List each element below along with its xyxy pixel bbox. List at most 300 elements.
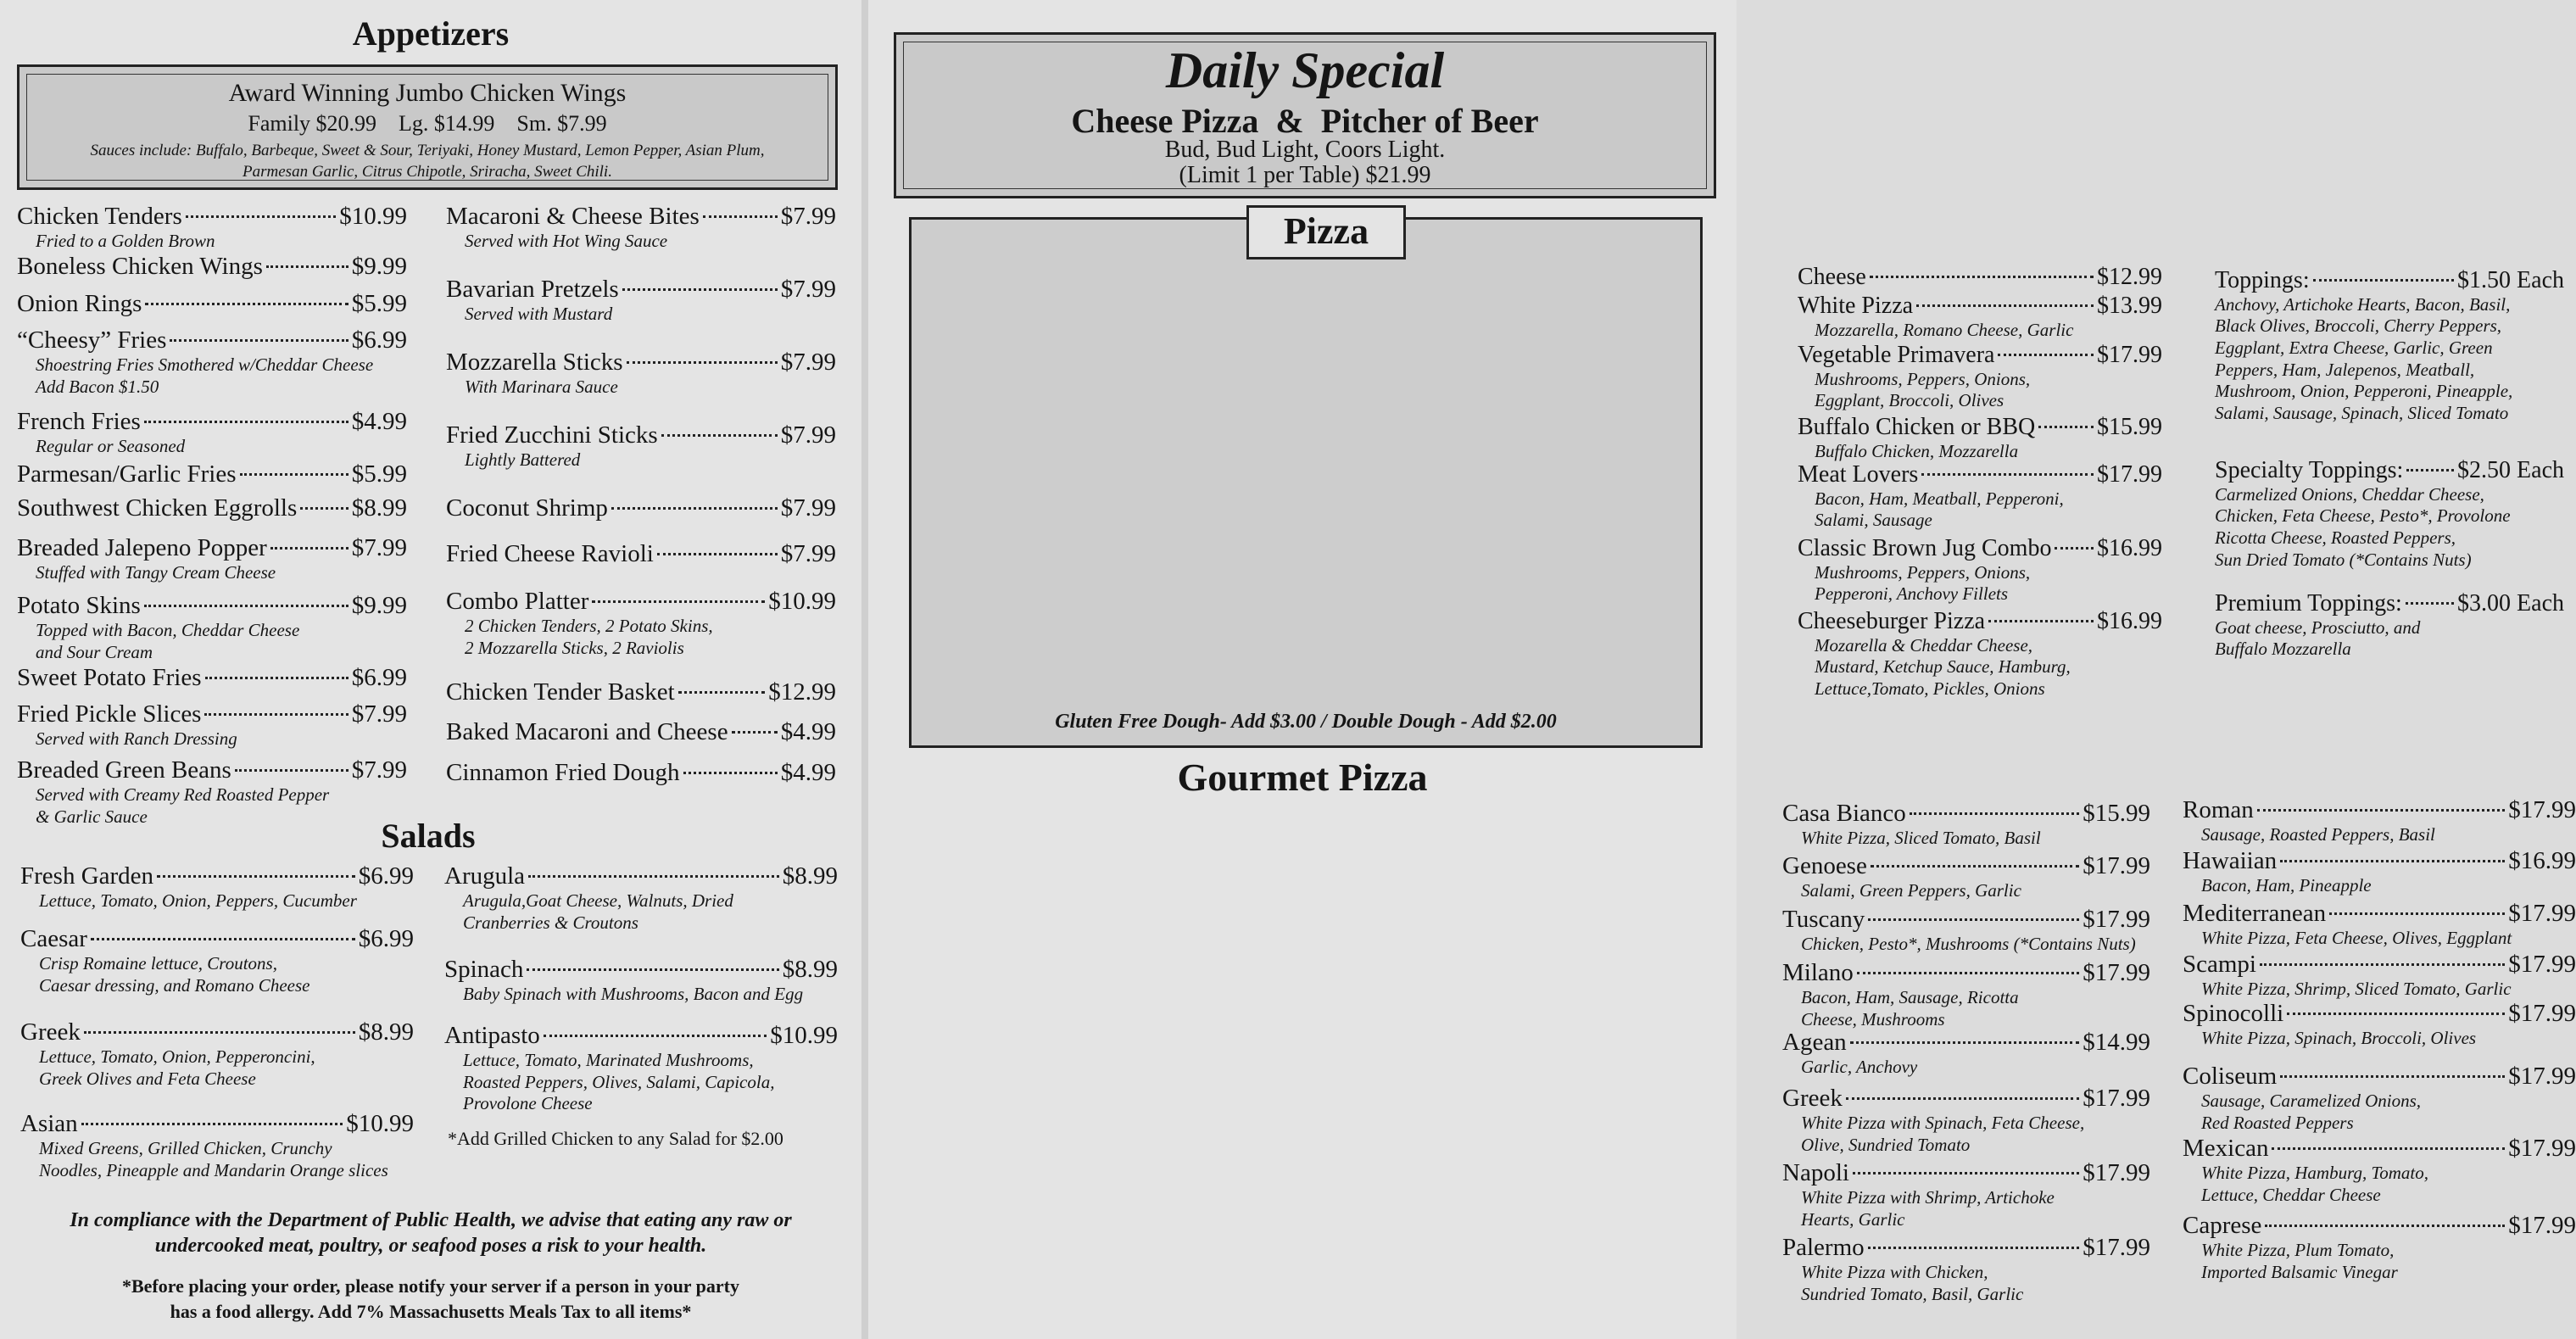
item-name: Classic Brown Jug Combo bbox=[1798, 535, 2052, 561]
wings-prices: Family $20.99 Lg. $14.99 Sm. $7.99 bbox=[248, 111, 607, 136]
allergy-note-line-1: *Before placing your order, please notify your server if a person in your party bbox=[121, 1275, 739, 1297]
item-description: White Pizza, Spinach, Broccoli, Olives bbox=[2201, 1027, 2477, 1048]
health-warning-line-1: In compliance with the Department of Public Health, we advise that eating any raw or bbox=[70, 1209, 792, 1231]
wings-sauces-2: Parmesan Garlic, Citrus Chipotle, Sriracha, Sweet Chili. bbox=[243, 163, 612, 181]
item-description: White Pizza with Shrimp, Artichoke bbox=[1801, 1186, 2055, 1208]
item-description: Pepperoni, Anchovy Fillets bbox=[1815, 583, 2009, 605]
item-price: $8.99 bbox=[351, 494, 407, 522]
item-description: Salami, Sausage, Spinach, Sliced Tomato bbox=[2215, 402, 2509, 423]
item-description: Baby Spinach with Mushrooms, Bacon and Egg bbox=[463, 983, 804, 1004]
item-name: Boneless Chicken Wings bbox=[17, 253, 263, 280]
item-description: Lettuce, Tomato, Onion, Peppers, Cucumber bbox=[39, 890, 357, 911]
item-name: Spinocolli bbox=[2183, 1000, 2284, 1027]
item-name: Fresh Garden bbox=[20, 862, 154, 890]
item-description: White Pizza with Chicken, bbox=[1801, 1261, 1988, 1282]
dot-leader bbox=[145, 303, 348, 305]
item-description: White Pizza, Sliced Tomato, Basil bbox=[1801, 827, 2041, 848]
item-description: Mozarella & Cheddar Cheese, bbox=[1815, 634, 2033, 656]
item-name: Onion Rings bbox=[17, 290, 142, 317]
appetizer-item-fried-zucchini-sticks bbox=[446, 422, 836, 471]
item-name: Scampi bbox=[2183, 951, 2256, 978]
salad-chicken-note: *Add Grilled Chicken to any Salad for $2.00 bbox=[448, 1128, 783, 1149]
item-description: Served with Creamy Red Roasted Pepper bbox=[36, 784, 330, 805]
salad-item-fresh-garden bbox=[20, 863, 414, 912]
item-name: Caesar bbox=[20, 925, 87, 952]
allergy-note-line-2: has a food allergy. Add 7% Massachusetts Meals Tax to all items* bbox=[170, 1301, 692, 1322]
salad-item-spinach bbox=[444, 957, 838, 1006]
item-description: Anchovy, Artichoke Hearts, Bacon, Basil, bbox=[2215, 293, 2511, 315]
item-name: Bavarian Pretzels bbox=[446, 276, 619, 303]
item-name: Breaded Jalepeno Popper bbox=[17, 534, 267, 561]
item-name: Potato Skins bbox=[17, 592, 141, 619]
item-name: Coconut Shrimp bbox=[446, 494, 608, 522]
item-price: $17.99 bbox=[2097, 461, 2162, 488]
item-price: $17.99 bbox=[2508, 1212, 2576, 1239]
item-name: Mozzarella Sticks bbox=[446, 349, 623, 376]
item-price: $5.99 bbox=[351, 460, 407, 488]
item-description: Garlic, Anchovy bbox=[1801, 1056, 1918, 1077]
dot-leader bbox=[205, 677, 348, 679]
item-price: $10.99 bbox=[346, 1110, 414, 1137]
item-description: Black Olives, Broccoli, Cherry Peppers, bbox=[2215, 315, 2502, 337]
salads-heading: Salads bbox=[381, 817, 476, 855]
item-price: $17.99 bbox=[2083, 959, 2150, 986]
item-price: $16.99 bbox=[2097, 608, 2162, 634]
dot-leader bbox=[1916, 304, 2094, 307]
dot-leader bbox=[2280, 1075, 2505, 1078]
item-description: Lettuce, Tomato, Onion, Pepperoncini, bbox=[39, 1046, 315, 1067]
gourmet-item-agean bbox=[1782, 1029, 2150, 1079]
salad-item-greek bbox=[20, 1019, 414, 1090]
item-description: Olive, Sundried Tomato bbox=[1801, 1134, 1971, 1155]
item-price: $7.99 bbox=[351, 756, 407, 784]
dot-leader bbox=[144, 605, 348, 607]
pizza-item-buffalo-chicken-or-bbq bbox=[1798, 415, 2162, 462]
item-description: Sausage, Caramelized Onions, bbox=[2201, 1090, 2421, 1111]
item-price: $7.99 bbox=[780, 203, 836, 230]
item-description: Buffalo Chicken, Mozzarella bbox=[1815, 440, 2019, 461]
dot-leader bbox=[1868, 1247, 2080, 1249]
item-price: $7.99 bbox=[351, 700, 407, 728]
item-description: Bacon, Ham, Meatball, Pepperoni, bbox=[1815, 488, 2064, 509]
item-description: White Pizza with Spinach, Feta Cheese, bbox=[1801, 1112, 2085, 1133]
item-price: $7.99 bbox=[780, 540, 836, 567]
gourmet-item-roman bbox=[2183, 797, 2576, 846]
item-name: Combo Platter bbox=[446, 588, 589, 615]
item-description: Lightly Battered bbox=[465, 449, 581, 470]
item-description: Served with Mustard bbox=[465, 303, 613, 324]
daily-special-offer: Cheese Pizza & Pitcher of Beer bbox=[1071, 102, 1539, 140]
item-description: Sausage, Roasted Peppers, Basil bbox=[2201, 823, 2435, 845]
item-name: Mediterranean bbox=[2183, 900, 2327, 927]
item-price: $17.99 bbox=[2508, 1135, 2576, 1162]
item-description: & Garlic Sauce bbox=[36, 806, 148, 827]
appetizer-item-french-fries bbox=[17, 409, 407, 458]
item-price: $10.99 bbox=[339, 203, 407, 230]
appetizer-item-chicken-tenders bbox=[17, 204, 407, 253]
right-page bbox=[868, 0, 2576, 1339]
item-description: Mixed Greens, Grilled Chicken, Crunchy bbox=[39, 1137, 332, 1158]
item-name: Cinnamon Fried Dough bbox=[446, 759, 680, 786]
left-page bbox=[0, 0, 861, 1339]
item-name: Fried Zucchini Sticks bbox=[446, 421, 658, 449]
dot-leader bbox=[703, 215, 778, 218]
appetizer-item-coconut-shrimp bbox=[446, 495, 836, 522]
appetizer-item-combo-platter bbox=[446, 589, 836, 659]
pizza-box bbox=[909, 217, 1703, 748]
item-description: Cheese, Mushrooms bbox=[1801, 1008, 1945, 1029]
dot-leader bbox=[2265, 1225, 2505, 1227]
dot-leader bbox=[157, 875, 355, 878]
pizza-item-cheeseburger-pizza bbox=[1798, 609, 2162, 700]
item-name: Milano bbox=[1782, 959, 1854, 986]
item-price: $4.99 bbox=[780, 759, 836, 786]
dot-leader bbox=[1998, 354, 2094, 356]
item-name: Specialty Toppings: bbox=[2215, 457, 2404, 483]
item-description: White Pizza, Shrimp, Sliced Tomato, Garlic bbox=[2201, 978, 2512, 999]
appetizer-item-boneless-chicken-wings bbox=[17, 254, 407, 281]
item-description: Bacon, Ham, Sausage, Ricotta bbox=[1801, 986, 2019, 1007]
item-price: $17.99 bbox=[2083, 1085, 2150, 1112]
item-description: Greek Olives and Feta Cheese bbox=[39, 1068, 256, 1089]
pizza-item-white-pizza bbox=[1798, 293, 2162, 341]
dot-leader bbox=[270, 547, 348, 550]
item-name: Agean bbox=[1782, 1029, 1847, 1056]
item-price: $17.99 bbox=[2097, 342, 2162, 368]
item-name: Parmesan/Garlic Fries bbox=[17, 460, 237, 488]
item-price: $10.99 bbox=[770, 1022, 838, 1049]
item-description: Goat cheese, Prosciutto, and bbox=[2215, 616, 2421, 638]
dot-leader bbox=[266, 265, 348, 268]
item-name: Greek bbox=[20, 1018, 81, 1046]
dot-leader bbox=[91, 938, 355, 940]
item-name: Asian bbox=[20, 1110, 78, 1137]
item-name: Caprese bbox=[2183, 1212, 2262, 1239]
item-description: Fried to a Golden Brown bbox=[36, 230, 215, 251]
item-description: Salami, Green Peppers, Garlic bbox=[1801, 879, 2021, 901]
item-price: $17.99 bbox=[2508, 951, 2576, 978]
item-price: $7.99 bbox=[780, 276, 836, 303]
appetizer-item-macaroni-cheese-bites bbox=[446, 204, 836, 253]
appetizer-item-chicken-tender-basket bbox=[446, 679, 836, 706]
item-price: $4.99 bbox=[351, 408, 407, 435]
item-name: Chicken Tenders bbox=[17, 203, 182, 230]
item-price: $17.99 bbox=[2083, 1234, 2150, 1261]
dot-leader bbox=[1871, 865, 2079, 868]
item-description: Eggplant, Broccoli, Olives bbox=[1815, 390, 2004, 411]
topping-item-premium-toppings bbox=[2215, 591, 2564, 661]
gourmet-item-tuscany bbox=[1782, 907, 2150, 956]
item-price: $17.99 bbox=[2083, 852, 2150, 879]
item-name: Sweet Potato Fries bbox=[17, 664, 202, 691]
item-description: Eggplant, Extra Cheese, Garlic, Green bbox=[2215, 338, 2493, 359]
item-price: $6.99 bbox=[351, 664, 407, 691]
dot-leader bbox=[661, 434, 778, 437]
dot-leader bbox=[170, 339, 348, 342]
item-name: Chicken Tender Basket bbox=[446, 678, 675, 706]
dot-leader bbox=[1910, 812, 2079, 815]
dot-leader bbox=[2329, 912, 2505, 915]
dot-leader bbox=[544, 1035, 767, 1037]
dot-leader bbox=[2257, 809, 2505, 812]
item-description: White Pizza, Plum Tomato, bbox=[2201, 1239, 2395, 1260]
dot-leader bbox=[528, 875, 779, 878]
item-description: 2 Chicken Tenders, 2 Potato Skins, bbox=[465, 615, 713, 636]
item-description: Roasted Peppers, Olives, Salami, Capicola, bbox=[463, 1071, 775, 1092]
dot-leader bbox=[235, 769, 348, 772]
item-price: $3.00 Each bbox=[2457, 590, 2564, 616]
dot-leader bbox=[2272, 1147, 2505, 1150]
item-description: With Marinara Sauce bbox=[465, 376, 618, 397]
pizza-heading: Pizza bbox=[1283, 210, 1369, 252]
item-name: Fried Pickle Slices bbox=[17, 700, 202, 728]
item-name: Spinach bbox=[444, 956, 524, 983]
item-name: Macaroni & Cheese Bites bbox=[446, 203, 700, 230]
item-name: Breaded Green Beans bbox=[17, 756, 231, 784]
dot-leader bbox=[2055, 547, 2094, 550]
topping-item-specialty-toppings bbox=[2215, 458, 2564, 571]
item-price: $12.99 bbox=[768, 678, 836, 706]
item-price: $17.99 bbox=[2508, 796, 2576, 823]
dot-leader bbox=[627, 361, 778, 364]
daily-special-limit: (Limit 1 per Table) $21.99 bbox=[1179, 162, 1431, 188]
dot-leader bbox=[2280, 860, 2505, 862]
item-price: $16.99 bbox=[2097, 535, 2162, 561]
item-description: Lettuce,Tomato, Pickles, Onions bbox=[1815, 678, 2045, 700]
item-name: Genoese bbox=[1782, 852, 1867, 879]
item-name: Hawaiian bbox=[2183, 847, 2278, 874]
appetizer-item-parmesan-garlic-fries bbox=[17, 461, 407, 488]
item-price: $8.99 bbox=[782, 862, 838, 890]
appetizer-item-fried-cheese-ravioli bbox=[446, 541, 836, 568]
item-description: Crisp Romaine lettuce, Croutons, bbox=[39, 952, 277, 974]
item-description: Topped with Bacon, Cheddar Cheese bbox=[36, 619, 300, 640]
daily-special-beers: Bud, Bud Light, Coors Light. bbox=[1164, 137, 1446, 163]
gourmet-item-mexican bbox=[2183, 1135, 2576, 1206]
item-description: Carmelized Onions, Cheddar Cheese, bbox=[2215, 483, 2484, 505]
item-name: Antipasto bbox=[444, 1022, 540, 1049]
item-name: Fried Cheese Ravioli bbox=[446, 540, 654, 567]
dot-leader bbox=[144, 421, 348, 423]
item-price: $8.99 bbox=[782, 956, 838, 983]
item-name: Cheeseburger Pizza bbox=[1798, 608, 1986, 634]
item-description: and Sour Cream bbox=[36, 641, 153, 662]
item-name: Buffalo Chicken or BBQ bbox=[1798, 414, 2036, 440]
dot-leader bbox=[683, 772, 778, 774]
item-name: Palermo bbox=[1782, 1234, 1865, 1261]
item-description: Add Bacon $1.50 bbox=[36, 376, 159, 397]
item-price: $17.99 bbox=[2508, 900, 2576, 927]
item-description: Chicken, Pesto*, Mushrooms (*Contains Nuts) bbox=[1801, 933, 2136, 954]
appetizer-item-fried-pickle-slices bbox=[17, 701, 407, 750]
item-name: Premium Toppings: bbox=[2215, 590, 2402, 616]
item-price: $16.99 bbox=[2508, 847, 2576, 874]
dot-leader bbox=[300, 507, 348, 510]
gourmet-item-casa-bianco bbox=[1782, 801, 2150, 850]
item-description: Stuffed with Tangy Cream Cheese bbox=[36, 561, 276, 583]
item-price: $9.99 bbox=[351, 592, 407, 619]
gourmet-item-coliseum bbox=[2183, 1063, 2576, 1134]
item-name: Toppings: bbox=[2215, 267, 2310, 293]
dot-leader bbox=[1868, 918, 2079, 921]
wings-sauces-1: Sauces include: Buffalo, Barbeque, Sweet & Sour, Teriyaki, Honey Mustard, Lemon Pepper, Asian Plum, bbox=[90, 142, 765, 159]
gourmet-item-hawaiian bbox=[2183, 848, 2576, 897]
appetizer-item-sweet-potato-fries bbox=[17, 665, 407, 692]
item-price: $1.50 Each bbox=[2457, 267, 2564, 293]
dot-leader bbox=[2260, 963, 2505, 966]
item-price: $15.99 bbox=[2097, 414, 2162, 440]
item-price: $9.99 bbox=[351, 253, 407, 280]
item-price: $14.99 bbox=[2083, 1029, 2150, 1056]
item-description: Sun Dried Tomato (*Contains Nuts) bbox=[2215, 549, 2472, 570]
appetizer-item-baked-macaroni-and-cheese bbox=[446, 719, 836, 746]
item-description: Red Roasted Peppers bbox=[2201, 1112, 2354, 1133]
item-price: $17.99 bbox=[2083, 1159, 2150, 1186]
dot-leader bbox=[1870, 276, 2094, 278]
dot-leader bbox=[1850, 1041, 2080, 1044]
wings-title: Award Winning Jumbo Chicken Wings bbox=[228, 79, 627, 107]
item-description: Mustard, Ketchup Sauce, Hamburg, bbox=[1815, 656, 2071, 678]
item-description: Provolone Cheese bbox=[463, 1093, 593, 1114]
item-price: $17.99 bbox=[2508, 1000, 2576, 1027]
salad-item-caesar bbox=[20, 926, 414, 996]
topping-item-toppings bbox=[2215, 268, 2564, 424]
dot-leader bbox=[1921, 473, 2094, 476]
gourmet-item-caprese bbox=[2183, 1213, 2576, 1283]
dot-leader bbox=[2313, 279, 2454, 282]
dot-leader bbox=[611, 507, 778, 510]
item-description: Served with Ranch Dressing bbox=[36, 728, 237, 749]
appetizer-item-cinnamon-fried-dough bbox=[446, 760, 836, 787]
item-price: $5.99 bbox=[351, 290, 407, 317]
salad-item-asian bbox=[20, 1111, 414, 1181]
dot-leader bbox=[1846, 1097, 2079, 1100]
dot-leader bbox=[240, 473, 348, 476]
gourmet-item-greek bbox=[1782, 1085, 2150, 1156]
item-price: $17.99 bbox=[2083, 906, 2150, 933]
item-price: $15.99 bbox=[2083, 800, 2150, 827]
item-description: White Pizza, Feta Cheese, Olives, Eggplant bbox=[2201, 927, 2512, 948]
item-description: Shoestring Fries Smothered w/Cheddar Cheese bbox=[36, 354, 374, 375]
appetizer-item-onion-rings bbox=[17, 291, 407, 318]
item-description: Served with Hot Wing Sauce bbox=[465, 230, 668, 251]
item-price: $6.99 bbox=[351, 326, 407, 354]
item-description: Mozzarella, Romano Cheese, Garlic bbox=[1815, 319, 2074, 340]
wings-box bbox=[17, 64, 838, 190]
item-price: $17.99 bbox=[2508, 1063, 2576, 1090]
item-description: White Pizza, Hamburg, Tomato, bbox=[2201, 1162, 2428, 1183]
item-description: Salami, Sausage bbox=[1815, 510, 1932, 531]
item-name: Vegetable Primavera bbox=[1798, 342, 1995, 368]
item-name: White Pizza bbox=[1798, 293, 1914, 319]
item-description: Caesar dressing, and Romano Cheese bbox=[39, 974, 310, 996]
gourmet-item-genoese bbox=[1782, 853, 2150, 902]
dot-leader bbox=[84, 1031, 355, 1034]
appetizer-item-bavarian-pretzels bbox=[446, 276, 836, 326]
item-price: $12.99 bbox=[2097, 264, 2162, 290]
item-description: Noodles, Pineapple and Mandarin Orange slices bbox=[39, 1159, 388, 1180]
gourmet-item-scampi bbox=[2183, 951, 2576, 1001]
daily-special-box bbox=[894, 32, 1716, 198]
dot-leader bbox=[81, 1123, 343, 1125]
item-description: Mushroom, Onion, Pepperoni, Pineapple, bbox=[2215, 381, 2513, 402]
item-name: Southwest Chicken Eggrolls bbox=[17, 494, 298, 522]
item-name: Roman bbox=[2183, 796, 2254, 823]
item-price: $13.99 bbox=[2097, 293, 2162, 319]
gourmet-item-milano bbox=[1782, 960, 2150, 1030]
salad-item-arugula bbox=[444, 863, 838, 934]
daily-special-title: Daily Special bbox=[1165, 42, 1445, 98]
item-name: Tuscany bbox=[1782, 906, 1865, 933]
gourmet-item-napoli bbox=[1782, 1160, 2150, 1230]
item-price: $7.99 bbox=[780, 494, 836, 522]
appetizer-item-breaded-jalepeno-popper bbox=[17, 535, 407, 584]
item-price: $7.99 bbox=[351, 534, 407, 561]
item-price: $2.50 Each bbox=[2457, 457, 2564, 483]
item-description: Mushrooms, Peppers, Onions, bbox=[1815, 561, 2031, 583]
dot-leader bbox=[186, 215, 337, 218]
item-name: “Cheesy” Fries bbox=[17, 326, 167, 354]
gourmet-item-mediterranean bbox=[2183, 901, 2576, 950]
item-description: Buffalo Mozzarella bbox=[2215, 639, 2351, 660]
item-name: Coliseum bbox=[2183, 1063, 2278, 1090]
item-description: Lettuce, Cheddar Cheese bbox=[2201, 1184, 2381, 1205]
appetizer-item-potato-skins bbox=[17, 593, 407, 663]
pizza-item-classic-brown-jug-combo bbox=[1798, 536, 2162, 605]
dough-options: Gluten Free Dough- Add $3.00 / Double Dough - Add $2.00 bbox=[1055, 711, 1557, 733]
health-warning-line-2: undercooked meat, poultry, or seafood poses a risk to your health. bbox=[154, 1235, 707, 1257]
dot-leader bbox=[527, 968, 778, 971]
item-name: Baked Macaroni and Cheese bbox=[446, 718, 728, 745]
dot-leader bbox=[1857, 972, 2079, 974]
pizza-item-vegetable-primavera bbox=[1798, 343, 2162, 412]
appetizers-heading: Appetizers bbox=[352, 14, 510, 53]
gourmet-item-palermo bbox=[1782, 1235, 2150, 1305]
salad-item-antipasto bbox=[444, 1023, 838, 1115]
dot-leader bbox=[657, 553, 778, 555]
item-name: Casa Bianco bbox=[1782, 800, 1906, 827]
gourmet-item-spinocolli bbox=[2183, 1001, 2576, 1050]
item-price: $7.99 bbox=[780, 421, 836, 449]
item-price: $6.99 bbox=[358, 925, 414, 952]
item-name: Mexican bbox=[2183, 1135, 2269, 1162]
item-description: Peppers, Ham, Jalepenos, Meatball, bbox=[2215, 359, 2475, 380]
item-price: $7.99 bbox=[780, 349, 836, 376]
item-description: Sundried Tomato, Basil, Garlic bbox=[1801, 1283, 2024, 1304]
item-description: Bacon, Ham, Pineapple bbox=[2201, 874, 2372, 895]
dot-leader bbox=[1988, 620, 2094, 622]
item-name: Cheese bbox=[1798, 264, 1866, 290]
page-fold bbox=[861, 0, 868, 1339]
item-name: Napoli bbox=[1782, 1159, 1849, 1186]
item-description: Ricotta Cheese, Roasted Peppers, bbox=[2215, 527, 2456, 549]
dot-leader bbox=[1853, 1172, 2079, 1174]
gourmet-pizza-heading: Gourmet Pizza bbox=[1177, 756, 1428, 799]
item-description: 2 Mozzarella Sticks, 2 Raviolis bbox=[465, 637, 684, 658]
item-description: Arugula,Goat Cheese, Walnuts, Dried bbox=[463, 890, 733, 911]
item-description: Hearts, Garlic bbox=[1801, 1208, 1905, 1230]
dot-leader bbox=[592, 600, 765, 603]
appetizer-item-cheesy-fries bbox=[17, 327, 407, 398]
item-description: Cranberries & Croutons bbox=[463, 912, 638, 933]
item-description: Imported Balsamic Vinegar bbox=[2201, 1261, 2398, 1282]
item-description: Regular or Seasoned bbox=[36, 435, 186, 456]
item-description: Chicken, Feta Cheese, Pesto*, Provolone bbox=[2215, 505, 2511, 527]
item-name: French Fries bbox=[17, 408, 141, 435]
item-name: Meat Lovers bbox=[1798, 461, 1919, 488]
dot-leader bbox=[2287, 1013, 2505, 1015]
dot-leader bbox=[204, 713, 348, 716]
